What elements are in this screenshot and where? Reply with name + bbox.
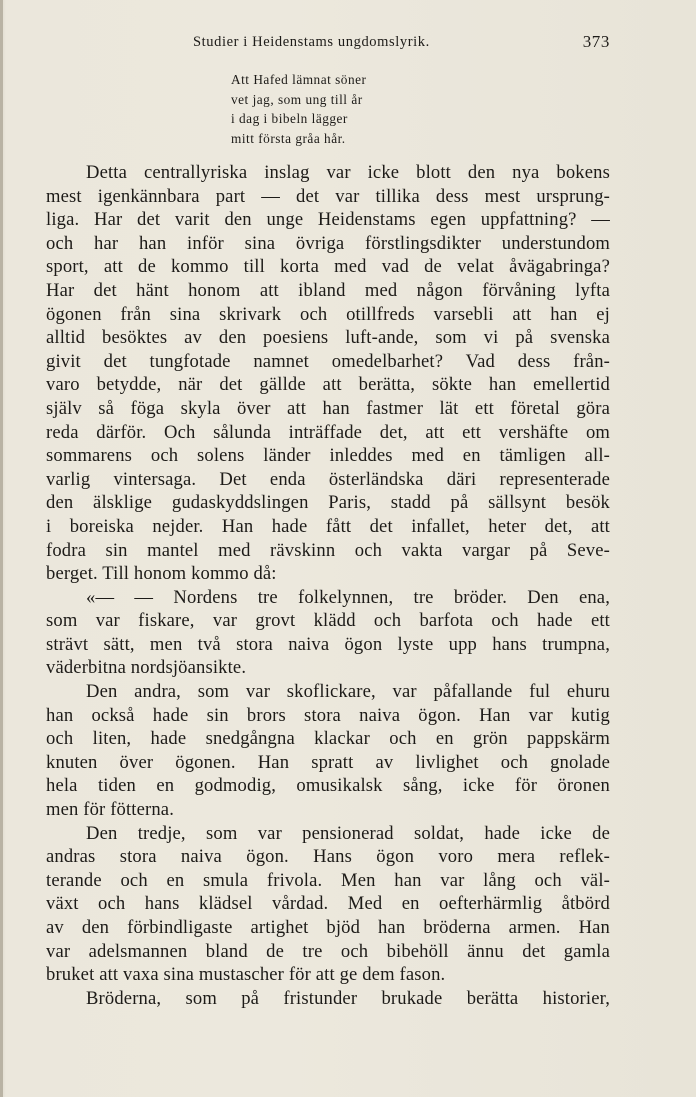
text-line: sommarens och solens länder inleddes med en tämligen all- [46, 445, 610, 467]
text-line: berget. Till honom kommo då: [46, 563, 277, 585]
text-line: Den andra, som var skoflickare, var påfallande ful ehuru [86, 681, 610, 703]
text-line: han också hade sin brors stora naiva ögon. Han var kutig [46, 704, 610, 726]
text-line: terande och en smula frivola. Men han var lång och väl- [46, 869, 610, 891]
text-line: bruket att vaxa sina mustascher för att ge dem fason. [46, 964, 446, 986]
text-line: givit det tungfotade namnet omedelbarhet? Vad dess från- [46, 350, 610, 372]
text-line: andras stora naiva ögon. Hans ögon voro mera reflek- [46, 846, 610, 868]
text-line: varlig vintersaga. Det enda österländska däri representerade [46, 468, 610, 490]
running-title: Studier i Heidenstams ungdomslyrik. [193, 34, 430, 50]
text-line: växt och hans klädsel vårdad. Med en oefterhärmlig åtbörd [46, 893, 610, 915]
text-line: och har han inför sina övriga förstlingsdikter understundom [46, 232, 610, 254]
page-header [46, 32, 610, 54]
text-line: varo betydde, när det gällde att berätta, sökte han emellertid [46, 374, 610, 396]
text-line: fodra sin mantel med rävskinn och vakta vargar på Seve- [46, 539, 610, 561]
text-line: hela tiden en godmodig, omusikalsk sång, icke för öronen [46, 775, 610, 797]
text-line: själv så föga skyla över att han fastmer lät ett företal göra [46, 397, 610, 419]
text-line: «— — Nordens tre folkelynnen, tre bröder. Den ena, [86, 586, 610, 608]
text-line: mest igenkännbara part — det var tillika dess mest ursprung- [46, 185, 610, 207]
verse-line: i dag i bibeln lägger [231, 111, 348, 127]
text-line: Den tredje, som var pensionerad soldat, hade icke de [86, 822, 610, 844]
text-line: reda därför. Och sålunda inträffade det, att ett vershäfte om [46, 421, 610, 443]
text-line: av den förbindligaste artighet bjöd han bröderna armen. Han [46, 917, 610, 938]
text-line: alltid besöktes av den poesiens luft-ande, som vi på svenska [46, 327, 610, 349]
page-edge [0, 0, 3, 1097]
text-line: Detta centrallyriska inslag var icke blott den nya bokens [86, 162, 610, 183]
text-line: Har det hänt honom att ibland med någon förvåning lyfta [46, 279, 610, 301]
verse-line: vet jag, som ung till år [231, 91, 363, 107]
text-line: strävt sätt, men två stora naiva ögon lyste upp hans trumpna, [46, 633, 610, 655]
text-line: knuten över ögonen. Han spratt av livlighet och gnolade [46, 751, 610, 773]
text-line: var adelsmannen bland de tre och bibehöll ännu det gamla [46, 940, 610, 962]
verse-quotation [231, 70, 366, 149]
text-line: liga. Har det varit den unge Heidenstams egen uppfattning? — [46, 209, 610, 231]
text-line: sport, att de kommo till korta med vad de velat åvägabringa? [46, 256, 610, 278]
text-line: Bröderna, som på fristunder brukade berätta historier, [86, 987, 610, 1009]
page-number: 373 [582, 32, 610, 51]
text-line: som var fiskare, var grovt klädd och barfota och hade ett [46, 610, 610, 632]
verse-line: Att Hafed lämnat söner [231, 72, 367, 87]
text-line: ögonen från sina skrivark och otillfreds varsebli att han ej [46, 303, 610, 325]
text-line: men för fötterna. [46, 799, 175, 821]
verse-line: mitt första gråa hår. [231, 131, 346, 147]
text-line: väderbitna nordsjöansikte. [46, 657, 247, 679]
body-text [46, 161, 610, 1010]
text-line: den älsklige gudaskyddslingen Paris, stadd på sällsynt besök [46, 492, 610, 514]
text-line: och liten, hade snedgångna klackar och en grön pappskärm [46, 728, 610, 750]
text-line: i boreiska nejder. Han hade fått det infallet, heter det, att [46, 515, 610, 537]
